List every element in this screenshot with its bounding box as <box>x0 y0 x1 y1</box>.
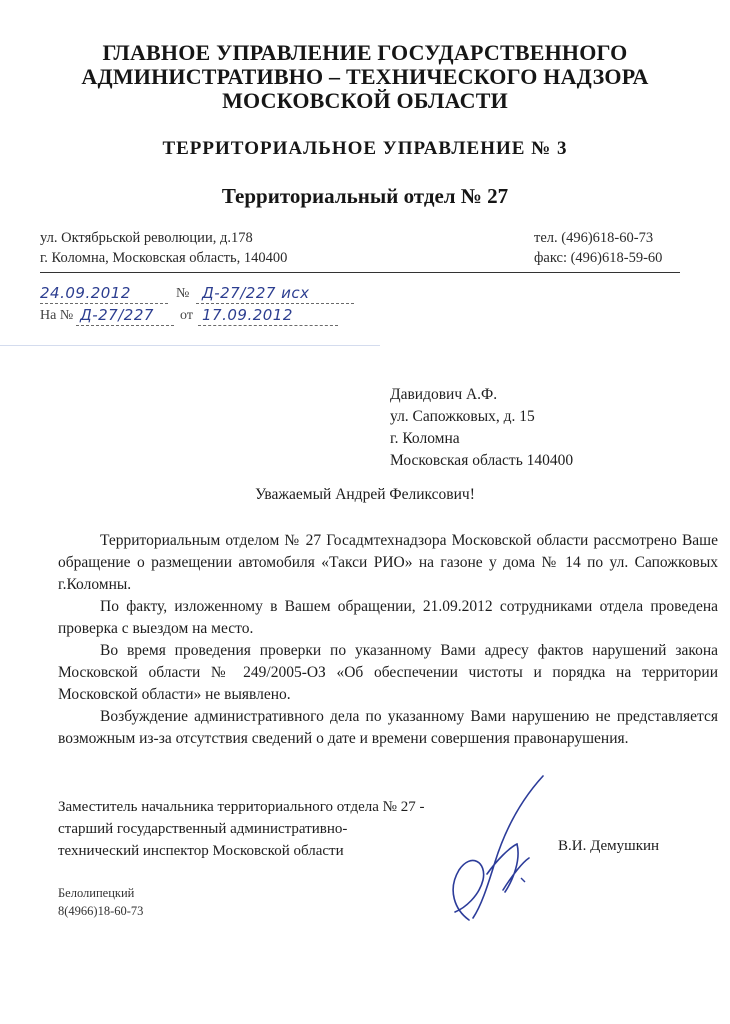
agency-name-line-1: ГЛАВНОЕ УПРАВЛЕНИЕ ГОСУДАРСТВЕННОГО <box>102 40 628 65</box>
signatory-title-line-3: технический инспектор Московской области <box>58 843 344 859</box>
reply-number-underline <box>76 325 174 326</box>
address-line-1: ул. Октябрьской революции, д.178 <box>40 230 253 246</box>
outgoing-date: 24.09.2012 <box>40 284 131 302</box>
body-paragraph: Территориальным отделом № 27 Госадмтехнадзора Московской области рассмотрено Ваше обращение о размещении автомобиля «Такси РИО» на газоне у дома № 14 по ул. Сапожковых г.Коломны. <box>58 532 718 593</box>
reply-date-underline <box>198 325 338 326</box>
signatory-title <box>58 796 424 862</box>
scan-artifact-line <box>0 345 380 346</box>
signatory-name: В.И. Демушкин <box>558 838 660 854</box>
body-paragraph: Возбуждение административного дела по указанному Вами нарушению не представляется возможным из-за отсутствия сведений о дате и времени совершения правонарушения. <box>58 708 718 747</box>
phone-number: тел. (496)618-60-73 <box>534 230 654 246</box>
executor-phone: 8(4966)18-60-73 <box>58 904 144 918</box>
signatory-title-line-2: старший государственный административно- <box>58 821 348 837</box>
header-rule <box>40 272 680 273</box>
agency-name-line-2: АДМИНИСТРАТИВНО – ТЕХНИЧЕСКОГО НАДЗОРА <box>81 64 649 89</box>
department-title: ТЕРРИТОРИАЛЬНОЕ УПРАВЛЕНИЕ № 3 <box>162 138 568 159</box>
body-paragraph: По факту, изложенному в Вашем обращении, 21.09.2012 сотрудниками отдела проведена проверка с выездом на место. <box>58 598 718 637</box>
salutation: Уважаемый Андрей Феликсович! <box>255 486 475 503</box>
reply-number: Д-27/227 <box>80 306 154 324</box>
recipient-region: Московская область 140400 <box>390 452 574 469</box>
recipient-city: г. Коломна <box>390 430 460 447</box>
fax-number: факс: (496)618-59-60 <box>534 250 663 266</box>
date-underline <box>40 303 168 304</box>
reply-number-label: На № <box>40 308 74 323</box>
outgoing-number: Д-27/227 исх <box>202 284 310 302</box>
recipient-name: Давидович А.Ф. <box>390 386 498 403</box>
number-underline <box>196 303 354 304</box>
signatory-title-line-1: Заместитель начальника территориального отдела № 27 - <box>58 799 425 815</box>
agency-name-line-3: МОСКОВСКОЙ ОБЛАСТИ <box>222 88 508 113</box>
outgoing-number-label: № <box>176 286 190 301</box>
reply-from-label: от <box>180 308 193 323</box>
letter-body <box>58 530 718 750</box>
body-paragraph: Во время проведения проверки по указанному Вами адресу фактов нарушений закона Московской области № 249/2005-ОЗ «Об обеспечении чистоты и порядка на территории Московской области» не выявлено. <box>58 642 718 703</box>
address-line-2: г. Коломна, Московская область, 140400 <box>40 250 288 266</box>
office-title: Территориальный отдел № 27 <box>221 184 509 208</box>
recipient-street: ул. Сапожковых, д. 15 <box>390 408 535 425</box>
executor-name: Белолипецкий <box>58 886 135 900</box>
handwritten-signature <box>425 770 565 930</box>
reply-date: 17.09.2012 <box>202 306 293 324</box>
